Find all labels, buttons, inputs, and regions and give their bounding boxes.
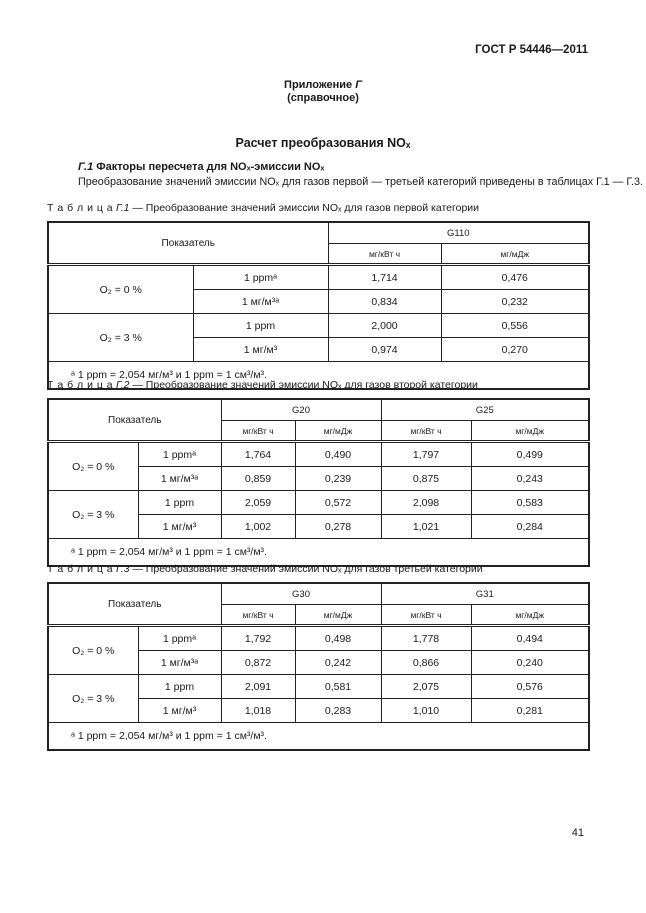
table-caption-g2 — [47, 379, 478, 391]
o2-cell: O₂ = 3 % — [48, 491, 138, 539]
table-row — [48, 314, 589, 338]
caption-text: — Преобразование значений эмиссии NOₓ для газов второй категории — [132, 379, 478, 391]
appendix-heading — [0, 79, 646, 105]
value-cell: 0,875 — [381, 467, 471, 491]
value-cell: 1,714 — [328, 265, 441, 290]
unit-header: мг/кВт ч — [381, 421, 471, 442]
value-cell: 2,059 — [221, 491, 295, 515]
gas-group-header: G30 — [221, 583, 381, 605]
value-cell: 0,232 — [441, 290, 589, 314]
value-cell: 2,091 — [221, 675, 295, 699]
unit-header: мг/мДж — [471, 421, 589, 442]
value-cell: 2,075 — [381, 675, 471, 699]
table-footnote: ᵃ 1 ppm = 2,054 мг/м³ и 1 ppm = 1 см³/м³. — [48, 723, 589, 751]
unit-cell: 1 ppmᵃ — [138, 442, 221, 467]
value-cell: 1,018 — [221, 699, 295, 723]
value-cell: 0,284 — [471, 515, 589, 539]
value-cell: 2,098 — [381, 491, 471, 515]
value-cell: 0,239 — [295, 467, 381, 491]
value-cell: 1,778 — [381, 626, 471, 651]
table-row — [48, 675, 589, 699]
unit-cell: 1 мг/м³ᵃ — [193, 290, 328, 314]
caption-number: Г.2 — [116, 379, 130, 391]
caption-number: Г.1 — [116, 202, 130, 214]
value-cell: 0,243 — [471, 467, 589, 491]
caption-label: Т а б л и ц а — [47, 563, 114, 575]
value-cell: 0,490 — [295, 442, 381, 467]
page-title: Расчет преобразования NOₓ — [235, 136, 411, 150]
section-paragraph: Преобразование значений эмиссии NOₓ для газов первой — третьей категорий приведены в таблицах Г.1 — Г.3. — [78, 176, 643, 188]
appendix-label: Приложение — [284, 79, 353, 91]
value-cell: 0,872 — [221, 651, 295, 675]
value-cell: 0,576 — [471, 675, 589, 699]
table-row — [48, 491, 589, 515]
unit-cell: 1 мг/м³ — [138, 515, 221, 539]
col-header-pokazatel: Показатель — [48, 222, 328, 265]
unit-header: мг/мДж — [441, 244, 589, 265]
o2-cell: O₂ = 3 % — [48, 675, 138, 723]
gas-group-header: G20 — [221, 399, 381, 421]
table-caption-g3 — [47, 563, 483, 575]
section-heading — [78, 161, 324, 173]
value-cell: 0,974 — [328, 338, 441, 362]
value-cell: 0,581 — [295, 675, 381, 699]
unit-header: мг/мДж — [295, 605, 381, 626]
value-cell: 1,002 — [221, 515, 295, 539]
unit-cell: 1 ppm — [193, 314, 328, 338]
appendix-title — [0, 79, 646, 92]
unit-header: мг/мДж — [295, 421, 381, 442]
col-header-pokazatel: Показатель — [48, 583, 221, 626]
col-header-pokazatel: Показатель — [48, 399, 221, 442]
value-cell: 1,764 — [221, 442, 295, 467]
unit-cell: 1 ppm — [138, 491, 221, 515]
section-number: Г.1 — [78, 161, 94, 173]
value-cell: 0,278 — [295, 515, 381, 539]
o2-cell: O₂ = 3 % — [48, 314, 193, 362]
standard-number: ГОСТ Р 54446—2011 — [475, 44, 588, 56]
value-cell: 0,834 — [328, 290, 441, 314]
caption-text: — Преобразование значений эмиссии NOₓ для газов первой категории — [132, 202, 480, 214]
o2-cell: O₂ = 0 % — [48, 265, 193, 314]
value-cell: 0,583 — [471, 491, 589, 515]
table-g2 — [47, 398, 590, 567]
gas-group-header: G31 — [381, 583, 589, 605]
unit-header: мг/мДж — [471, 605, 589, 626]
o2-cell: O₂ = 0 % — [48, 442, 138, 491]
unit-header: мг/кВт ч — [381, 605, 471, 626]
table-footnote-row — [48, 723, 589, 751]
gas-group-header: G110 — [328, 222, 589, 244]
value-cell: 0,572 — [295, 491, 381, 515]
caption-text: — Преобразование значений эмиссии NOₓ для газов третьей категории — [132, 563, 483, 575]
value-cell: 1,010 — [381, 699, 471, 723]
value-cell: 1,021 — [381, 515, 471, 539]
table-caption-g1 — [47, 202, 479, 214]
appendix-letter: Г — [355, 79, 362, 91]
appendix-note: (справочное) — [287, 92, 359, 104]
table-row — [48, 442, 589, 467]
value-cell: 0,281 — [471, 699, 589, 723]
table-g3 — [47, 582, 590, 751]
value-cell: 1,792 — [221, 626, 295, 651]
unit-cell: 1 ppm — [138, 675, 221, 699]
value-cell: 0,866 — [381, 651, 471, 675]
section-heading-text: Факторы пересчета для NOₓ-эмиссии NOₓ — [96, 161, 325, 173]
unit-header: мг/кВт ч — [221, 421, 295, 442]
table-g1 — [47, 221, 590, 390]
table-footnote: ᵃ 1 ppm = 2,054 мг/м³ и 1 ppm = 1 см³/м³. — [48, 362, 589, 390]
value-cell: 0,499 — [471, 442, 589, 467]
caption-label: Т а б л и ц а — [47, 202, 114, 214]
unit-header: мг/кВт ч — [328, 244, 441, 265]
value-cell: 1,797 — [381, 442, 471, 467]
table-row — [48, 626, 589, 651]
unit-cell: 1 ppmᵃ — [193, 265, 328, 290]
value-cell: 0,498 — [295, 626, 381, 651]
gas-group-header: G25 — [381, 399, 589, 421]
value-cell: 0,270 — [441, 338, 589, 362]
table-row — [48, 265, 589, 290]
o2-cell: O₂ = 0 % — [48, 626, 138, 675]
value-cell: 0,494 — [471, 626, 589, 651]
value-cell: 0,859 — [221, 467, 295, 491]
unit-header: мг/кВт ч — [221, 605, 295, 626]
unit-cell: 1 ppmᵃ — [138, 626, 221, 651]
value-cell: 0,476 — [441, 265, 589, 290]
caption-label: Т а б л и ц а — [47, 379, 114, 391]
value-cell: 0,240 — [471, 651, 589, 675]
unit-cell: 1 мг/м³ᵃ — [138, 651, 221, 675]
unit-cell: 1 мг/м³ — [138, 699, 221, 723]
caption-number: Г.3 — [116, 563, 130, 575]
unit-cell: 1 мг/м³ᵃ — [138, 467, 221, 491]
value-cell: 2,000 — [328, 314, 441, 338]
value-cell: 0,556 — [441, 314, 589, 338]
table-footnote: ᵃ 1 ppm = 2,054 мг/м³ и 1 ppm = 1 см³/м³. — [48, 539, 589, 567]
page-number: 41 — [571, 827, 584, 839]
value-cell: 0,283 — [295, 699, 381, 723]
table-footnote-row — [48, 539, 589, 567]
value-cell: 0,242 — [295, 651, 381, 675]
unit-cell: 1 мг/м³ — [193, 338, 328, 362]
